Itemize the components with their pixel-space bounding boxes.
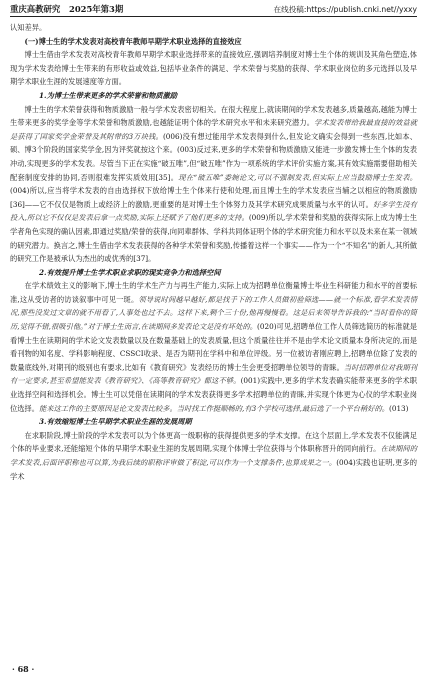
subsection-heading-3: 3.有效缩短博士生早期学术职业生涯的发展周期 xyxy=(39,417,192,427)
running-header xyxy=(10,3,417,17)
subsection-heading-2: 2.有效提升博士生学术职业求职的现实竞争力和选择空间 xyxy=(39,267,221,277)
issue-number: 2025年第3期 xyxy=(69,4,124,14)
paragraph: 博士生借由学术发表对高校青年教师早期学术职业选择带来的直接效应,强调培养制度对博士生个体的规训及其角色塑造,体现为学术发表给博士生带来的有形收益或效益,包括毕业条件的满足、学术荣誉与奖励的获得、学术职业岗位的多元选择以及早期学术职业生涯的发展速度等方面。 xyxy=(10,50,417,87)
interview-quote: 在读期间的学术发表,后面评职称也可以算,为我后续的职称评审做了积淀,可以作为一个支撑条件,也算成果之一。 xyxy=(10,444,417,467)
body-text: 博士生的学术荣誉获得和物质激励一般与学术发表密切相关。在很大程度上,就读期间的学术发表越多,质量越高,越能为博士生带来更多的奖学金等学术荣誉和物质激励,也越能证明个体的学术研究水平和未来研究潜力。 xyxy=(10,104,417,128)
paragraph xyxy=(10,429,417,483)
interview-quote: 领导说时间越早越好,都是找手下的工作人员做初验筛选——就一个标准,看学术发表情况,那些没发过文章的就不用看了,人事处也过不去。这样下来,剩个三十份,他再慢慢看。这是后来领导告诉我的:“当时看你的简历,觉得不错,很吸引他。”对于博士生而言,在读期间多发表论文是没有坏处的。 xyxy=(10,294,417,332)
body-text: (006)没有想过能用学术发表得到什么,但发论文确实会得到一些东西,比如本、硕、博3个阶段的国家奖学金,因为评奖就按这个来。 xyxy=(10,131,417,155)
interview-quote: 能来这工作的主要原因是论文发表比较多。当时找工作挺顺畅的,有3个学校可选择,最后选了一个平台稍好的。 xyxy=(39,403,389,413)
section-heading: (一)博士生的学术发表对高校青年教师早期学术职业选择的直接效应 xyxy=(24,36,242,46)
body-text: (004)实践也证明,更多的学术 xyxy=(10,458,417,481)
paragraph: 认知差异。 xyxy=(10,23,47,32)
interview-quote: 当时招聘单位对我期刊有一定要求,甚至希望能发表《教育研究》、《高等教育研究》都这不够。 xyxy=(10,362,417,386)
header-journal-issue xyxy=(10,3,123,16)
interview-quote: 好多学生没有投入,所以它不仅仅是发表后拿一点奖励,实际上还赋予了他们更多的支持。 xyxy=(10,199,417,223)
body-text: (013) xyxy=(389,403,409,413)
interview-quote: 现在“破五唯”委婉论文,可以不强制发表,但实际上应当鼓励博士生发表。 xyxy=(178,172,417,182)
page-number: · 68 · xyxy=(12,664,35,674)
paragraph xyxy=(10,279,417,415)
body-text: (001)实践中,更多的学术发表确实能带来更多的学术职业选择空间和选择机会。博士生可以凭借在读期间的学术发表获得更多学术招聘单位的青睐,并实现个体更为心仪的学术职业岗位选择。 xyxy=(10,376,417,413)
interview-quote: 学术发表带给我最直接的效益就是获得了国家奖学金荣誉及其附带的3万块钱。 xyxy=(10,118,417,141)
paragraph xyxy=(10,103,417,266)
body-text: (003)反过来,更多的学术荣誉和物质激励又能进一步激发博士生个体的发表冲动,实现更多的学术发表。尽管当下正在实施“破五唯”,但“破五唯”作为一项系统的学术评价实施方案,其有效实施需要借助相关配套制度安排的协同,否则很难发挥实质效用[35]。 xyxy=(10,145,417,182)
subsection-heading-1: 1.为博士生带来更多的学术荣誉和物质激励 xyxy=(39,90,178,100)
article-body xyxy=(10,21,417,483)
body-text: 在求职阶段,博士阶段的学术发表可以为个体更高一级职称的获得提供更多的学术支撑。在这个层面上,学术发表不仅能满足个体的毕业要求,还能缩短个体的早期学术职业生涯的发展周期,实现个体博士学位获得与个体职称晋升的同向前行。 xyxy=(10,430,417,454)
online-submission-url: 在线投稿:https://publish.cnki.net//yxxy xyxy=(273,5,417,14)
journal-name: 重庆高教研究 xyxy=(10,4,61,14)
body-text: (004)所以,应当将学术发表的自由选择权下放给博士生个体来行使和处理,而且博士生的学术发表应当辅之以相应的物质激励[36]——它不仅仅是物质上或经济上的激励,更重要的是对博士生个体努力及其学术研究成果质量与水平的认可。 xyxy=(10,186,417,209)
body-text: (009)所以,学术荣誉和奖励的获得实际上成为博士生学者角色实现的确认因素,即通过奖励/荣誉的获得,向同辈群体、学科共同体证明个体的学术研究能力和水平以及未来在某一领域的研究潜力。换言之,博士生借由学术发表获得的各种学术荣誉和奖励,传播着这样一个事实——作为一个“不知名”的新人,其所做的研究工作是被承认为杰出的或优秀的[37]。 xyxy=(10,213,417,264)
body-text: 在学术绩效主义的影响下,博士生的学术生产力与再生产能力,实际上成为招聘单位衡量博士毕业生科研能力和水平的首要标准,这从受访者的访谈叙事中可见一斑。 xyxy=(10,281,417,304)
body-text: (020)可见,招聘单位工作人员筛选简历的标准就是看博士生在读期间的学术论文发表数量以及在数量基础上的发表质量,但这个质量往往并不是由学术论文质量本身所决定的,而是看刊物的知名度、学科影响程度、CSSCI收录、是否为期刊在学科中和单位评级。另一位被访者刚应聘上,招聘单位除了发表的数量底线外,对期刊的级别也有要求,比如有《教育研究》发表经历的博士生会更受招聘单位领导的青睐。 xyxy=(10,322,417,372)
